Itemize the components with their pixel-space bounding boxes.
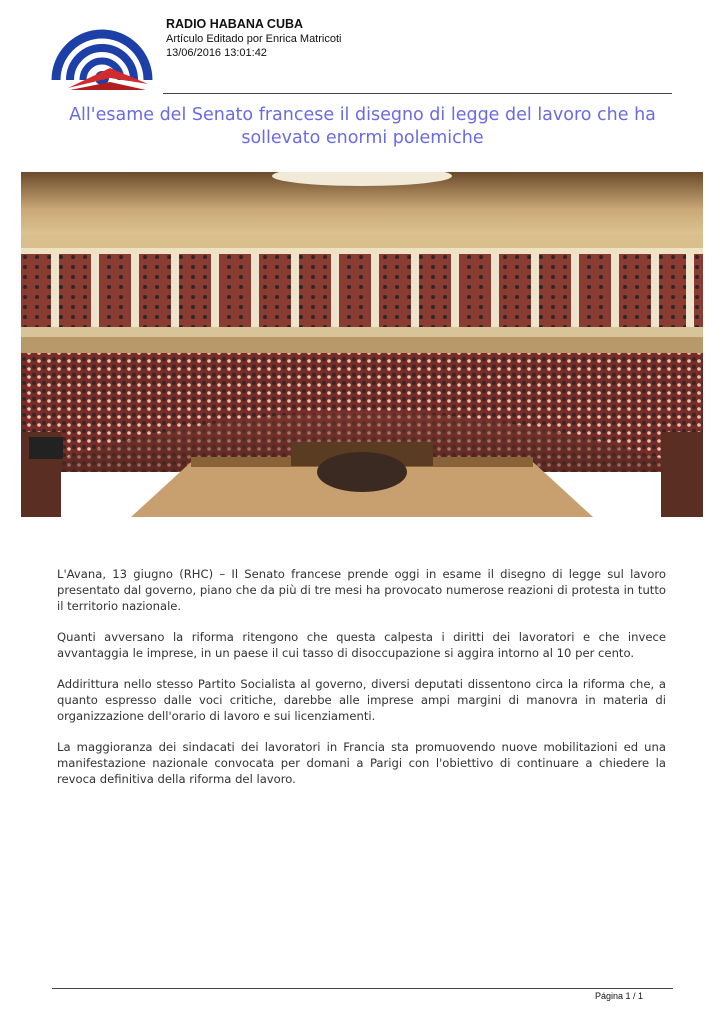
article-title: All'esame del Senato francese il disegno di legge del lavoro che ha sollevato enormi polemiche	[69, 105, 656, 148]
radio-habana-logo-icon	[50, 16, 155, 94]
footer-divider	[52, 988, 673, 989]
site-name: RADIO HABANA CUBA	[166, 17, 304, 31]
article-paragraph: Quanti avversano la riforma ritengono che questa calpesta i diritti dei lavoratori e che invece avvantaggia le imprese, in un paese il cui tasso di disoccupazione si aggira intorno al 10 per cento.	[57, 630, 666, 660]
timestamp: 13/06/2016 13:01:42	[166, 47, 267, 59]
page-number: Página 1 / 1	[594, 991, 643, 1001]
editor-line: Artículo Editado por Enrica Matricoti	[166, 33, 342, 45]
article-paragraph: La maggioranza dei sindacati dei lavoratori in Francia sta promuovendo nuove mobilitazioni ed una manifestazione nazionale convocata per domani a Parigi con l'obiettivo di continuare a chiedere la revoca definitiva della riforma del lavoro.	[57, 740, 666, 786]
header-divider	[163, 93, 672, 94]
header-info	[166, 17, 341, 60]
article-body	[57, 566, 666, 802]
article-paragraph: Addirittura nello stesso Partito Socialista al governo, diversi deputati dissentono circa la riforma che, a quanto espresso dalle voci critiche, darebbe alle imprese ampi margini di manovra in materia di organizzazione dell'orario di lavoro e sui licenziamenti.	[57, 677, 666, 723]
article-paragraph: L'Avana, 13 giugno (RHC) – Il Senato francese prende oggi in esame il disegno di legge sul lavoro presentato dal governo, piano che da più di tre mesi ha provocato numerose reazioni di protesta in tutto il territorio nazionale.	[57, 567, 666, 613]
parliament-chamber-photo	[21, 172, 703, 517]
